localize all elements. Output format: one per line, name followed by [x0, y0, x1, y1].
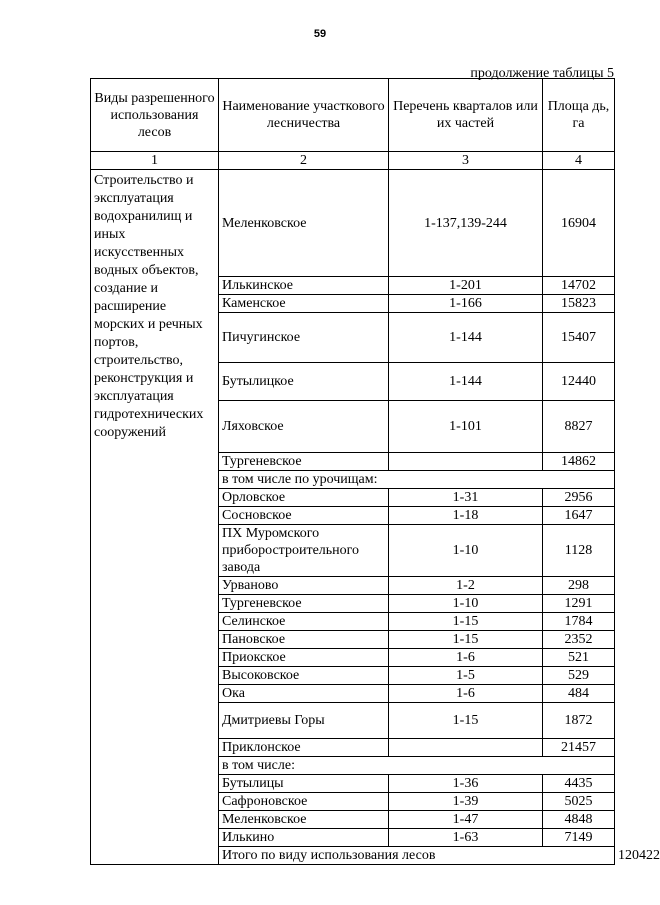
quarters: 1-201 — [389, 277, 543, 295]
quarters: 1-39 — [389, 793, 543, 811]
forestry-name: Тургеневское — [219, 595, 389, 613]
quarters: 1-31 — [389, 489, 543, 507]
area: 1128 — [543, 525, 615, 577]
forestry-name: Тургеневское — [219, 453, 389, 471]
quarters: 1-144 — [389, 313, 543, 363]
quarters: 1-18 — [389, 507, 543, 525]
area: 298 — [543, 577, 615, 595]
header-row — [91, 79, 615, 152]
area: 21457 — [543, 739, 615, 757]
forestry-name: Ляховское — [219, 401, 389, 453]
forestry-name: Меленковское — [219, 811, 389, 829]
col-number: 4 — [543, 152, 615, 170]
forestry-name: Ока — [219, 685, 389, 703]
area: 14702 — [543, 277, 615, 295]
quarters: 1-6 — [389, 649, 543, 667]
header-area: Площа дь, га — [543, 79, 615, 152]
area: 484 — [543, 685, 615, 703]
forestry-name: Пановское — [219, 631, 389, 649]
forestry-name: Орловское — [219, 489, 389, 507]
header-use-type: Виды разрешенного использования лесов — [91, 79, 219, 152]
col-number: 3 — [389, 152, 543, 170]
area: 7149 — [543, 829, 615, 847]
area: 14862 — [543, 453, 615, 471]
quarters: 1-6 — [389, 685, 543, 703]
area: 1872 — [543, 703, 615, 739]
quarters: 1-10 — [389, 595, 543, 613]
area: 5025 — [543, 793, 615, 811]
area: 1291 — [543, 595, 615, 613]
header-quarters: Перечень кварталов или их частей — [389, 79, 543, 152]
forestry-name: Урваново — [219, 577, 389, 595]
forestry-name: Пичугинское — [219, 313, 389, 363]
area: 16904 — [543, 170, 615, 277]
forest-use-table — [90, 78, 660, 865]
forestry-name: Илькинское — [219, 277, 389, 295]
area: 2956 — [543, 489, 615, 507]
quarters: 1-2 — [389, 577, 543, 595]
forestry-name: Дмитриевы Горы — [219, 703, 389, 739]
forestry-name: Приклонское — [219, 739, 389, 757]
subheading-by-tract: в том числе по урочищам: — [219, 471, 615, 489]
subheading-including: в том числе: — [219, 757, 615, 775]
forestry-name: ПХ Муромского приборостроительного завода — [219, 525, 389, 577]
page-number: 59 — [313, 28, 327, 40]
header-forestry-name: Наименование участкового лесничества — [219, 79, 389, 152]
area: 4435 — [543, 775, 615, 793]
area: 15823 — [543, 295, 615, 313]
total-row: Итого по виду использования лесов 120422 — [91, 847, 615, 865]
forestry-name: Сафроновское — [219, 793, 389, 811]
area: 2352 — [543, 631, 615, 649]
quarters — [389, 453, 543, 471]
area: 12440 — [543, 363, 615, 401]
area: 8827 — [543, 401, 615, 453]
forestry-name: Селинское — [219, 613, 389, 631]
quarters: 1-137,139-244 — [389, 170, 543, 277]
quarters: 1-144 — [389, 363, 543, 401]
area: 529 — [543, 667, 615, 685]
total-label: Итого по виду использования лесов — [219, 847, 615, 865]
area: 1784 — [543, 613, 615, 631]
table-continuation-label: продолжение таблицы 5 — [470, 66, 614, 81]
forestry-name: Высоковское — [219, 667, 389, 685]
forestry-name: Приокское — [219, 649, 389, 667]
quarters: 1-10 — [389, 525, 543, 577]
forestry-name: Меленковское — [219, 170, 389, 277]
area: 15407 — [543, 313, 615, 363]
forestry-name: Каменское — [219, 295, 389, 313]
area: 1647 — [543, 507, 615, 525]
forestry-name: Бутылицы — [219, 775, 389, 793]
quarters: 1-47 — [389, 811, 543, 829]
quarters: 1-101 — [389, 401, 543, 453]
area: 4848 — [543, 811, 615, 829]
quarters: 1-5 — [389, 667, 543, 685]
area: 521 — [543, 649, 615, 667]
quarters — [389, 739, 543, 757]
use-category: Строительство и эксплуатация водохранилищ и иных искусственных водных объектов, создание и расширение морских и речных портов, строительство, реконструкция и эксплуатация гидротехнических сооружений — [91, 170, 219, 865]
quarters: 1-36 — [389, 775, 543, 793]
quarters: 1-63 — [389, 829, 543, 847]
forestry-name: Илькино — [219, 829, 389, 847]
forestry-name: Сосновское — [219, 507, 389, 525]
quarters: 1-15 — [389, 613, 543, 631]
quarters: 1-166 — [389, 295, 543, 313]
quarters: 1-15 — [389, 703, 543, 739]
table-row — [91, 170, 615, 277]
quarters: 1-15 — [389, 631, 543, 649]
column-number-row — [91, 152, 615, 170]
col-number: 2 — [219, 152, 389, 170]
col-number: 1 — [91, 152, 219, 170]
forestry-name: Бутылицкое — [219, 363, 389, 401]
